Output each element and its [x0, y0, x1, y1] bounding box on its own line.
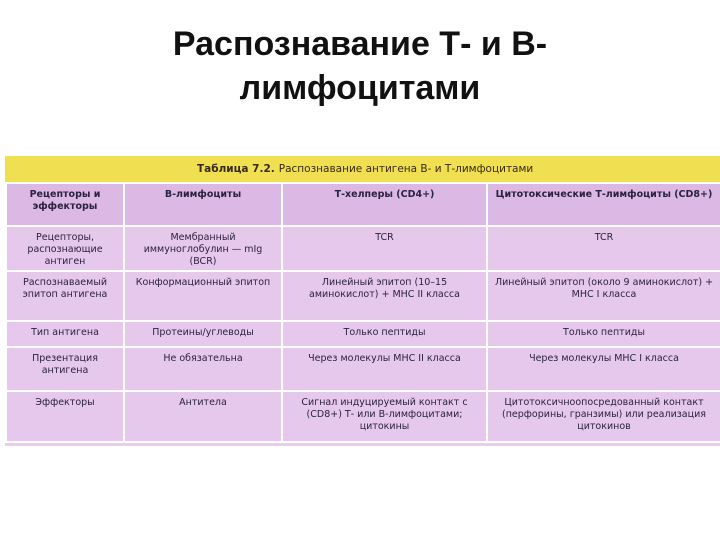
table-cell: Цитотоксичноопосредованный контакт (перфорины, гранзимы) или реализация цитокинов: [487, 391, 720, 442]
table-caption-label: Таблица 7.2.: [197, 163, 275, 175]
page-title-line-2: лимфоцитами: [239, 69, 481, 107]
table-cell: Сигнал индуцируемый контакт с (CD8+) Т- или В-лимфоцитами; цитокины: [282, 391, 487, 442]
table-cell: Через молекулы МНС II класса: [282, 347, 487, 391]
table-cell: Через молекулы МНС I класса: [487, 347, 720, 391]
recognition-table: [5, 182, 720, 443]
header-cell: Рецепторы и эффекторы: [6, 183, 124, 226]
table-cell: Линейный эпитоп (10–15 аминокислот) + МНС II класса: [282, 271, 487, 321]
table-cell: Конформационный эпитоп: [124, 271, 282, 321]
table-image: [5, 156, 720, 446]
table-row: [6, 391, 720, 442]
table-cell: Мембранный иммуноглобулин — mIg (BCR): [124, 226, 282, 271]
table-caption-text: Распознавание антигена В- и Т-лимфоцитами: [278, 163, 534, 175]
header-cell: В-лимфоциты: [124, 183, 282, 226]
table-cell: Не обязательна: [124, 347, 282, 391]
row-label-cell: Распознаваемый эпитоп антигена: [6, 271, 124, 321]
table-cell: Линейный эпитоп (около 9 аминокислот) + МНС I класса: [487, 271, 720, 321]
table-cell: Протеины/углеводы: [124, 321, 282, 347]
row-label-cell: Рецепторы, распознающие антиген: [6, 226, 124, 271]
table-row: [6, 226, 720, 271]
row-label-cell: Эффекторы: [6, 391, 124, 442]
table-row: [6, 271, 720, 321]
table-caption: [5, 156, 720, 182]
page-title: [0, 22, 720, 110]
header-cell: Т-хелперы (CD4+): [282, 183, 487, 226]
row-label-cell: Презентация антигена: [6, 347, 124, 391]
table-row: [6, 321, 720, 347]
table-cell: TCR: [282, 226, 487, 271]
table-row: [6, 347, 720, 391]
table-cell: Антитела: [124, 391, 282, 442]
table-header-row: [6, 183, 720, 226]
row-label-cell: Тип антигена: [6, 321, 124, 347]
header-cell: Цитотоксические Т-лимфоциты (CD8+): [487, 183, 720, 226]
table-cell: Только пептиды: [282, 321, 487, 347]
page-title-line-1: Распознавание Т- и В-: [172, 25, 548, 63]
table-cell: Только пептиды: [487, 321, 720, 347]
table-cell: TCR: [487, 226, 720, 271]
